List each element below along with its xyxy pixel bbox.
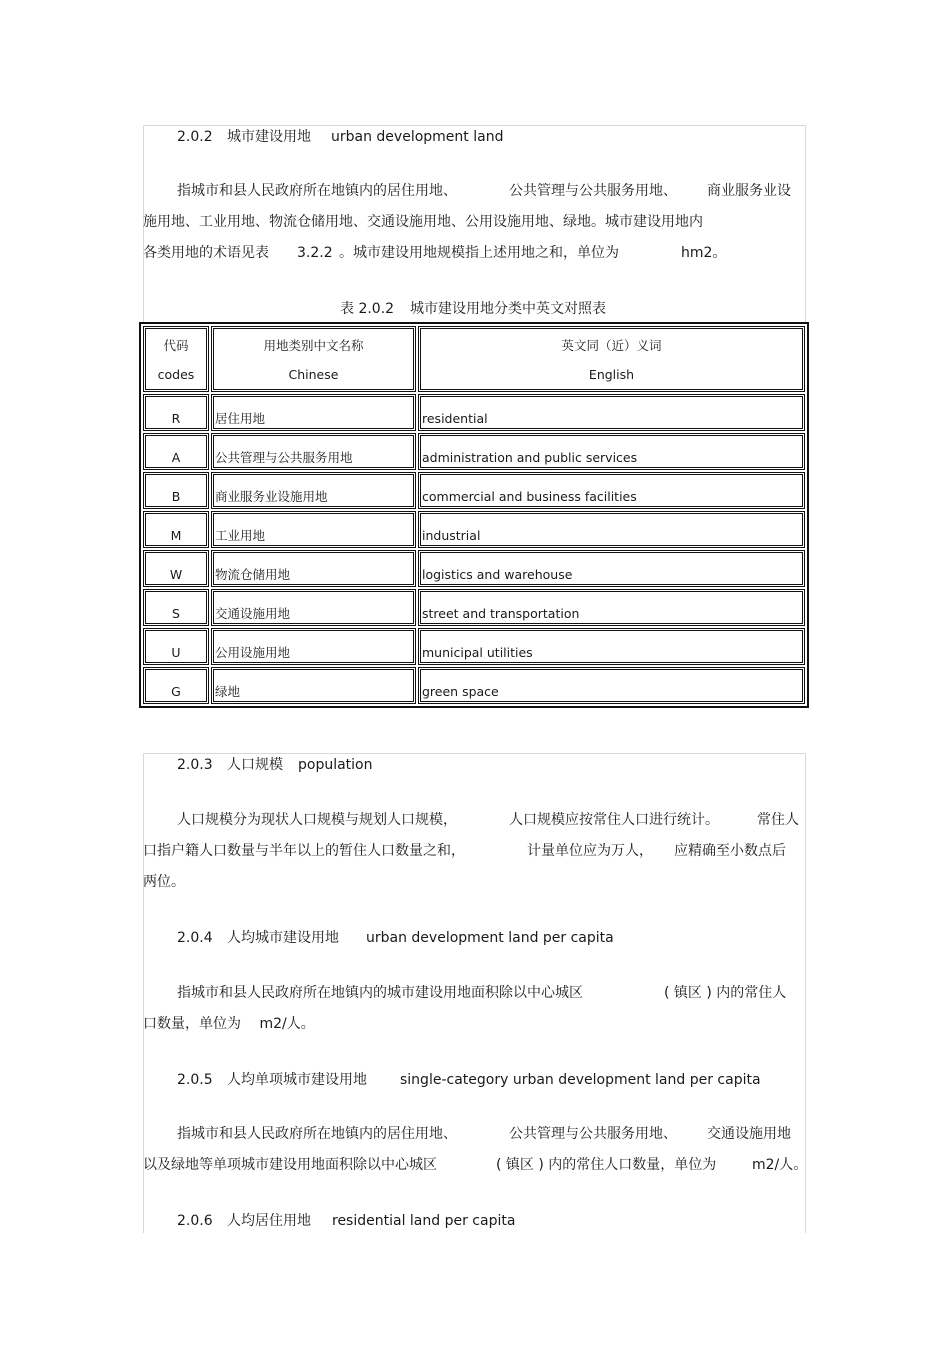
section-2-0-4-title-en: urban development land per capita [366,930,614,946]
english-name-cell: municipal utilities [418,628,805,665]
paragraph-text: 公共管理与公共服务用地、 [509,1126,677,1142]
paragraph-text: 以及绿地等单项城市建设用地面积除以中心城区 [143,1157,437,1173]
code-cell: S [143,589,209,626]
header-label-en: Chinese [288,367,339,382]
paragraph-text: 指城市和县人民政府所在地镇内的居住用地、 [177,1126,457,1142]
chinese-name-cell: 工业用地 [211,511,416,548]
code-cell: A [143,433,209,470]
paragraph-text: 口数量，单位为 m2/人。 [143,1016,315,1032]
paragraph-text: 公共管理与公共服务用地、 [509,183,677,199]
table-row [143,589,805,626]
code-cell: R [143,394,209,431]
chinese-name-cell: 绿地 [211,667,416,704]
chinese-name-cell: 居住用地 [211,394,416,431]
code-cell: W [143,550,209,587]
table-caption-title: 城市建设用地分类中英文对照表 [410,301,606,317]
land-classification-table [139,322,809,708]
section-2-0-5-title-en: single-category urban development land per capita [400,1072,761,1088]
section-2-0-6-title-en: residential land per capita [332,1213,516,1229]
paragraph-text: hm2。 [681,245,727,261]
table-row [143,511,805,548]
code-cell: B [143,472,209,509]
english-name-cell: industrial [418,511,805,548]
section-2-0-5-title-cn: 人均单项城市建设用地 [227,1072,367,1088]
code-cell: G [143,667,209,704]
chinese-name-cell: 公共管理与公共服务用地 [211,433,416,470]
section-2-0-6-number: 2.0.6 [177,1213,213,1229]
table-row [143,433,805,470]
section-2-0-3-title-cn: 人口规模 [227,757,283,773]
table-row [143,628,805,665]
paragraph-text: ( 镇区 ) 内的常住人口数量，单位为 [496,1157,717,1173]
paragraph-text: 人口规模分为现状人口规模与规划人口规模， [177,812,457,828]
english-name-cell: residential [418,394,805,431]
code-cell: U [143,628,209,665]
chinese-name-cell: 交通设施用地 [211,589,416,626]
section-2-0-3-number: 2.0.3 [177,757,213,773]
chinese-name-cell: 公用设施用地 [211,628,416,665]
header-label-en: codes [157,367,195,382]
paragraph-text: 人口规模应按常住人口进行统计。 [509,812,719,828]
code-cell: M [143,511,209,548]
english-name-cell: commercial and business facilities [418,472,805,509]
english-name-cell: logistics and warehouse [418,550,805,587]
paragraph-text: 商业服务业设 [707,183,791,199]
header-cell-codes [143,326,209,392]
section-2-0-2-number: 2.0.2 [177,129,213,145]
paragraph-text: 应精确至小数点后 [674,843,786,859]
english-name-cell: administration and public services [418,433,805,470]
header-label-en: English [588,367,635,382]
header-cell-english [418,326,805,392]
paragraph-text: 施用地、工业用地、物流仓储用地、交通设施用地、公用设施用地、绿地。城市建设用地内 [143,214,703,230]
section-2-0-4-number: 2.0.4 [177,930,213,946]
paragraph-text: 两位。 [143,874,185,890]
table-row [143,550,805,587]
section-2-0-2-title-cn: 城市建设用地 [227,129,311,145]
paragraph-text: 指城市和县人民政府所在地镇内的城市建设用地面积除以中心城区 [177,985,583,1001]
paragraph-text: m2/人。 [752,1157,808,1173]
paragraph-text: ( 镇区 ) 内的常住人 [664,985,787,1001]
table-row [143,667,805,704]
english-name-cell: street and transportation [418,589,805,626]
section-2-0-4-title-cn: 人均城市建设用地 [227,930,339,946]
section-2-0-6-title-cn: 人均居住用地 [227,1213,311,1229]
table-caption-number: 表 2.0.2 [340,301,395,317]
table-header-row [143,326,805,392]
header-label-cn: 英文同（近）义词 [561,338,662,353]
english-name-cell: green space [418,667,805,704]
chinese-name-cell: 物流仓储用地 [211,550,416,587]
paragraph-text: 交通设施用地 [707,1126,791,1142]
paragraph-text: 。城市建设用地规模指上述用地之和，单位为 [339,245,619,261]
paragraph-text: 常住人 [757,812,799,828]
paragraph-text: 计量单位应为万人， [527,843,653,859]
paragraph-text: 3.2.2 [297,245,333,261]
paragraph-text: 口指户籍人口数量与半年以上的暂住人口数量之和， [143,843,465,859]
section-2-0-3-title-en: population [298,757,373,773]
header-label-cn: 代码 [163,338,189,353]
paragraph-text: 各类用地的术语见表 [143,245,269,261]
chinese-name-cell: 商业服务业设施用地 [211,472,416,509]
paragraph-text: 指城市和县人民政府所在地镇内的居住用地、 [177,183,457,199]
header-cell-chinese [211,326,416,392]
section-2-0-5-number: 2.0.5 [177,1072,213,1088]
header-label-cn: 用地类别中文名称 [263,338,364,353]
table-row [143,472,805,509]
section-2-0-2-title-en: urban development land [331,129,504,145]
table-row [143,394,805,431]
